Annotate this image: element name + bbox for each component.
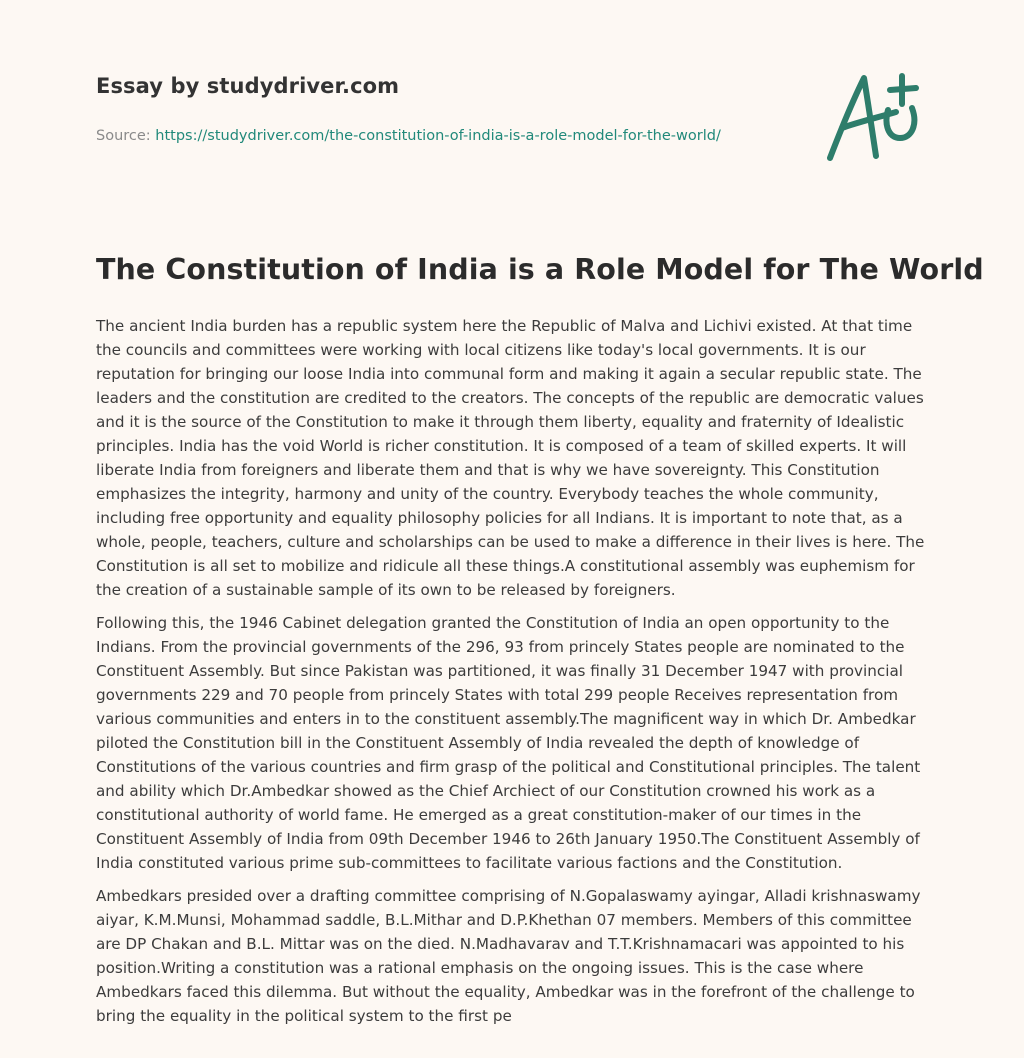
article-title: The Constitution of India is a Role Model for The World xyxy=(96,253,984,286)
paragraph: Ambedkars presided over a drafting committee comprising of N.Gopalaswamy ayingar, Alladi krishnaswamy aiyar, K.M.Munsi, Mohammad saddle, B.L.Mithar and D.P.Khethan 07 members. Members of this committee are DP Chakan and B.L. Mittar was on the died. N.Madhavarav and T.T.Krishnamacari was appointed to his position.Writing a constitution was a rational emphasis on the ongoing issues. This is the case where Ambedkars faced this dilemma. But without the equality, Ambedkar was in the forefront of the challenge to bring the equality in the political system to the first pe xyxy=(96,887,921,1025)
site-brand: Essay by studydriver.com xyxy=(96,74,400,98)
source-label: Source: xyxy=(96,128,151,144)
paragraph: The ancient India burden has a republic system here the Republic of Malva and Lichivi existed. At that time the councils and committees were working with local citizens like today's local governments. It is our reputation for bringing our loose India into communal form and making it again a secular republic state. The leaders and the constitution are credited to the creators. The concepts of the republic are democratic values and it is the source of the Constitution to make it through them liberty, equality and fraternity of Idealistic principles. India has the void World is richer constitution. It is composed of a team of skilled experts. It will liberate India from foreigners and liberate them and that is why we have sovereignty. This Constitution emphasizes the integrity, harmony and unity of the country. Everybody teaches the whole community, including free opportunity and equality philosophy policies for all Indians. It is important to note that, as a whole, people, teachers, culture and scholarships can be used to make a difference in their lives is here. The Constitution is all set to mobilize and ridicule all these things.A constitutional assembly was euphemism for the creation of a sustainable sample of its own to be released by foreigners. xyxy=(96,317,925,599)
header xyxy=(96,74,796,144)
a-plus-icon xyxy=(818,66,930,166)
source-link[interactable]: https://studydriver.com/the-constitution-of-india-is-a-role-model-for-the-world/ xyxy=(155,128,721,144)
source-line xyxy=(96,128,796,144)
paragraph: Following this, the 1946 Cabinet delegation granted the Constitution of India an open opportunity to the Indians. From the provincial governments of the 296, 93 from princely States people are nominated to the Constituent Assembly. But since Pakistan was partitioned, it was finally 31 December 1947 with provincial governments 229 and 70 people from princely States with total 299 people Receives representation from various communities and enters in to the constituent assembly.The magnificent way in which Dr. Ambedkar piloted the Constitution bill in the Constituent Assembly of India revealed the depth of knowledge of Constitutions of the various countries and firm grasp of the political and Constitutional principles. The talent and ability which Dr.Ambedkar showed as the Chief Archiect of our Constitution crowned his work as a constitutional authority of world fame. He emerged as a great constitution-maker of our times in the Constituent Assembly of India from 09th December 1946 to 26th January 1950.The Constituent Assembly of India constituted various prime sub-committees to facilitate various factions and the Constitution. xyxy=(96,614,921,872)
article-body xyxy=(96,314,936,1037)
